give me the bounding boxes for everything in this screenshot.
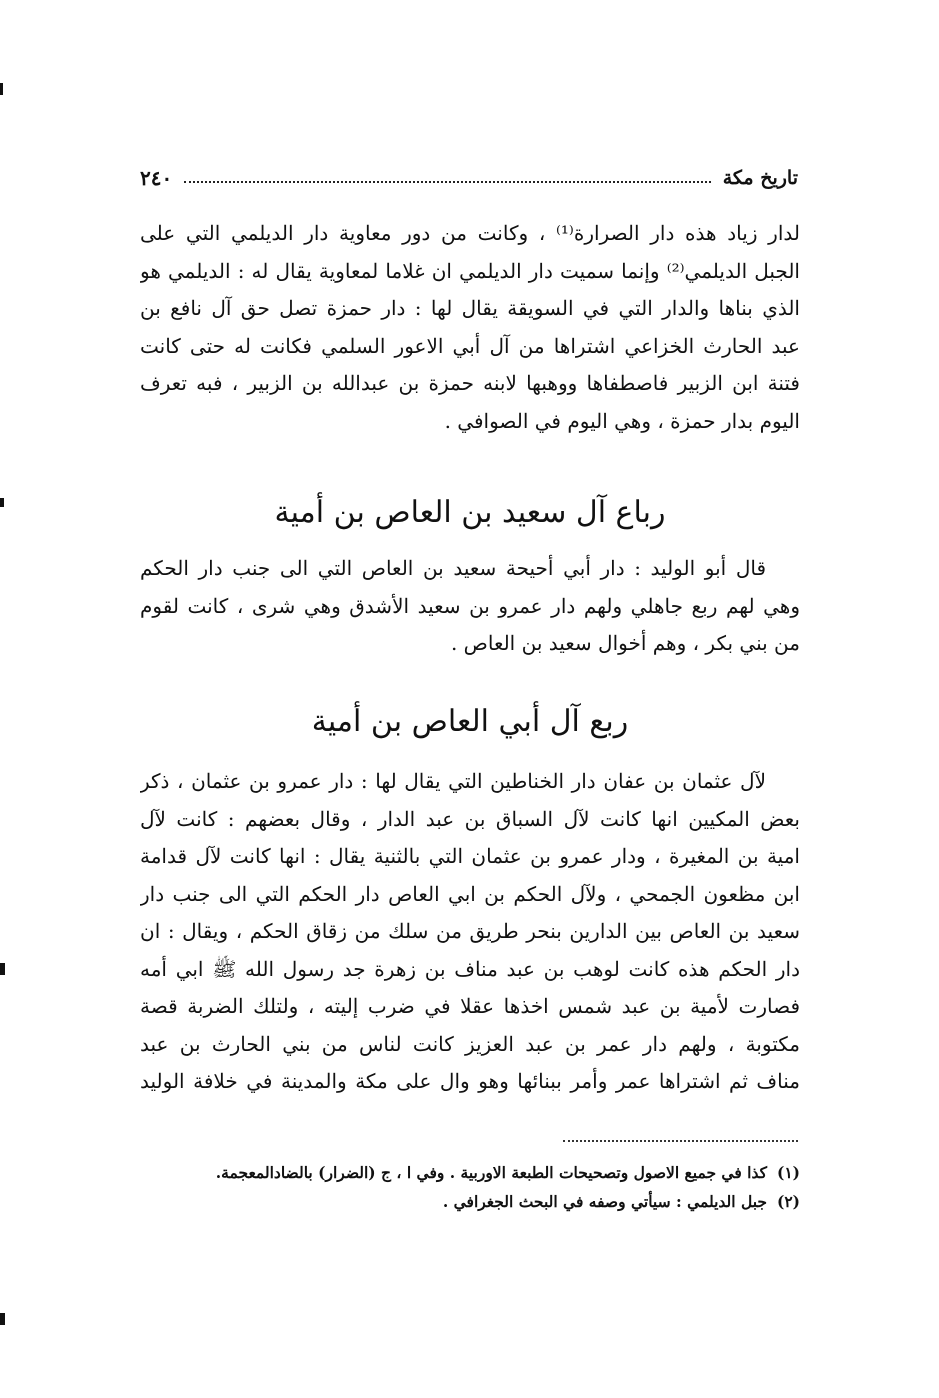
footnote-text: كذا في جميع الاصول وتصحيحات الطبعة الاوربية . وفي ا ، ج (الضرار) بالضادالمعجمة. (215, 1163, 767, 1182)
page-number: ٢٤٠ (140, 166, 173, 190)
text-line: دار الحكم هذه كانت لوهب بن عبد مناف بن زهرة جد رسول الله ﷺ ابي أمه (140, 956, 800, 981)
scan-edge-mark (0, 1313, 5, 1325)
text-line: اليوم بدار حمزة ، وهي اليوم في الصوافي . (444, 408, 800, 433)
footnote-text: جبل الديلمي : سيأتي وصفه في البحث الجغرافي . (442, 1192, 767, 1211)
text-line: بعض المكيين انها كانت لآل السباق بن عبد الدار ، وقال بعضهم : كانت لآل (140, 806, 800, 831)
scan-edge-mark (0, 83, 3, 95)
page-header (140, 160, 798, 196)
text-line: الجبل الديلمي⁽²⁾ وإنما سميت دار الديلمي ان غلاما لمعاوية يقال له : الديلمي هو (140, 258, 800, 283)
text-line: سعيد بن العاص بين الدارين بنحر طريق من سلك من زقاق الحكم ، ويقال : ان (140, 919, 800, 943)
section-heading-al-said: رباع آل سعيد بن العاص بن أمية (274, 495, 666, 530)
footnotes (140, 1158, 800, 1216)
text-line: مكتوبة ، ولهم دار عمر بن عبد العزيز كانت لناس من بني الحارث بن عبد (140, 1031, 800, 1056)
text-line: من بني بكر ، وهم أخوال سعيد بن العاص . (450, 631, 800, 655)
text-line: امية بن المغيرة ، ودار عمرو بن عثمان التي بالثنية يقال : انها كانت لآل قدامة (140, 844, 800, 868)
text-line: عبد الحارث الخزاعي اشتراها من آل أبي الاعور السلمي فكانت له حتى كانت (140, 333, 800, 358)
footnote-number: (١) (776, 1163, 800, 1182)
paragraph-al-said (140, 550, 800, 663)
footnote-1 (140, 1158, 800, 1187)
header-dotted-leader (184, 181, 710, 183)
footnote-separator (563, 1140, 798, 1142)
running-title: تاريخ مكة (722, 167, 798, 189)
text-line: ابن مظعون الجمحي ، ولآل الحكم بن ابي العاص دار الحكم التي الى جنب دار (140, 881, 800, 906)
paragraph-abi-al-as (140, 763, 800, 1101)
text-line: مناف ثم اشتراها عمر وأمر ببنائها وهو وال على مكة والمدينة في خلافة الوليد (140, 1069, 800, 1093)
footnote-2 (140, 1187, 800, 1216)
scan-edge-mark (0, 963, 5, 975)
text-line: لدار زياد هذه دار الصرارة⁽¹⁾ ، وكانت من دور معاوية دار الديلمي التي على (140, 221, 800, 245)
text-line: لآل عثمان بن عفان دار الخناطين التي يقال لها : دار عمرو بن عثمان ، ذكر (140, 769, 766, 793)
text-line: فتنة ابن الزبير فاصطفاها ووهبها لابنه حمزة بن عبدالله بن الزبير ، فبه تعرف (140, 371, 800, 395)
section-heading-abi-al-as: ربع آل أبي العاص بن أمية (311, 704, 629, 739)
footnote-number: (٢) (776, 1192, 800, 1211)
text-line: وهي لهم ربع جاهلي ولهم دار عمرو بن سعيد الأشدق وهي شرى ، كانت لقوم (140, 593, 800, 618)
text-line: فصارت لأمية بن عبد شمس اخذها عقلا في ضرب إليته ، ولتلك الضربة قصة (140, 994, 800, 1018)
scan-edge-mark (0, 498, 4, 507)
paragraph-dar-ziyad (140, 215, 800, 440)
text-line: قال أبو الوليد : دار أبي أحيحة سعيد بن العاص التي الى جنب دار الحكم (140, 556, 766, 580)
text-line: الذي بناها والدار التي في السويقة يقال لها : دار حمزة تصل حق آل نافع بن (140, 296, 800, 320)
